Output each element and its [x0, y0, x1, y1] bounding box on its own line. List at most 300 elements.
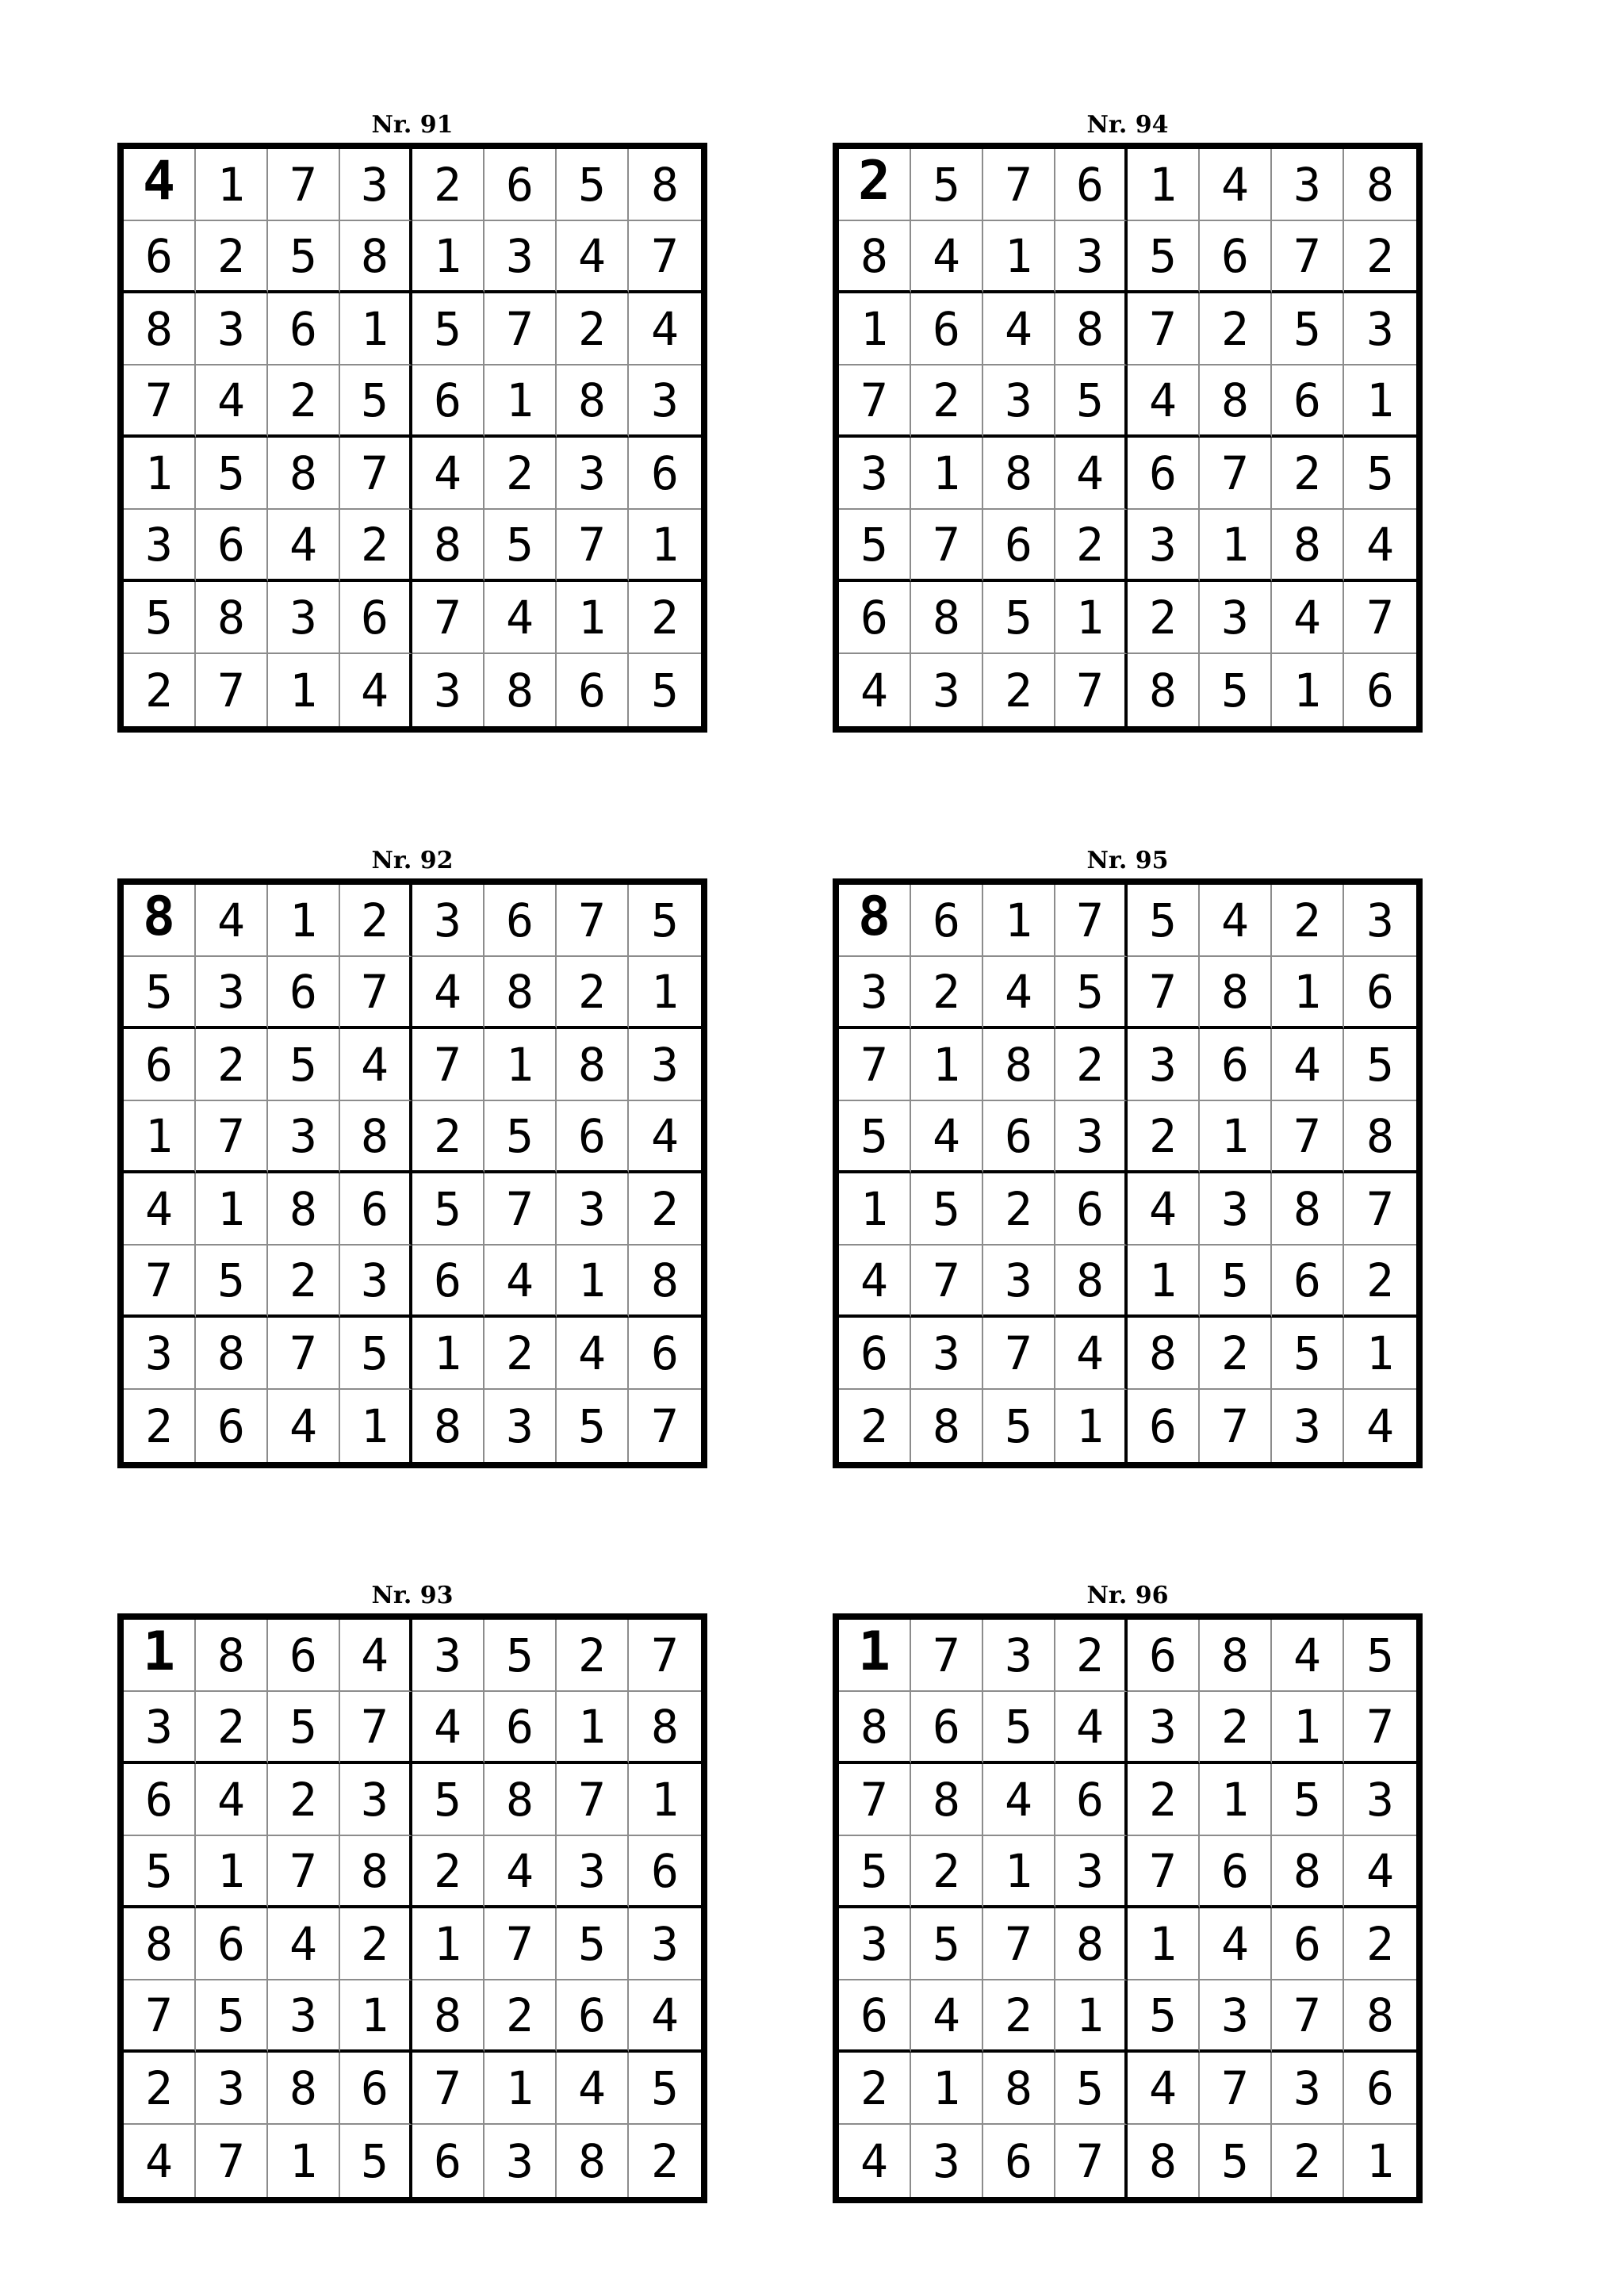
grid-cell: 8: [1055, 1908, 1128, 1980]
grid-cell: 4: [1200, 1908, 1272, 1980]
grid-cell: 7: [1200, 438, 1272, 510]
grid-cell: 4: [629, 293, 701, 365]
grid-cell: 3: [485, 1390, 557, 1462]
grid-cell: 4: [1366, 1399, 1394, 1453]
puzzle-title: Nr. 92: [371, 847, 454, 874]
grid-cell: 1: [1128, 149, 1200, 221]
grid-cell: 1: [412, 221, 485, 293]
grid-cell: 3: [412, 1620, 485, 1692]
grid-cell: 6: [268, 957, 340, 1029]
grid-cell: 7: [340, 957, 412, 1029]
grid-cell: 6: [340, 1173, 412, 1246]
grid-cell: 4: [1055, 1318, 1128, 1390]
grid-cell: 3: [268, 1101, 340, 1173]
grid-cell: 7: [557, 510, 629, 582]
grid-cell: 8: [412, 1980, 485, 2053]
grid-cell: 4: [983, 957, 1055, 1029]
grid-cell: 4: [911, 221, 983, 293]
grid-cell: 3: [340, 1246, 412, 1318]
grid-cell: 4: [1344, 510, 1416, 582]
grid-cell: 1: [911, 2053, 983, 2125]
grid-cell: 4: [1055, 1692, 1128, 1764]
grid-cell: 5: [412, 293, 485, 365]
grid-cell: 5: [196, 1980, 268, 2053]
grid-cell: 1: [983, 885, 1055, 957]
grid-cell: 3: [1200, 1173, 1272, 1246]
grid-cell: 8: [629, 1246, 701, 1318]
grid-cell: 5: [340, 1318, 412, 1390]
grid-cell: 8: [485, 654, 557, 726]
grid-cell: 4: [629, 1980, 701, 2053]
grid-cell: 2: [340, 510, 412, 582]
grid-cell: 5: [911, 1173, 983, 1246]
grid-cell: 5: [1344, 438, 1416, 510]
grid-cell: 1: [485, 1029, 557, 1101]
grid-cell: 7: [124, 365, 196, 438]
grid-cell: 8: [557, 2125, 629, 2197]
grid-cell: 8: [340, 1836, 412, 1908]
grid-cell: 6: [1344, 2053, 1416, 2125]
grid-cell: 8: [1128, 2125, 1200, 2197]
grid-cell: 6: [557, 654, 629, 726]
grid-cell: 1: [911, 1029, 983, 1101]
grid-cell: 1: [340, 293, 412, 365]
grid-cell: 4: [340, 1620, 412, 1692]
grid-cell: 7: [839, 1764, 911, 1836]
grid-cell: 6: [1055, 1764, 1128, 1836]
grid-cell: 2: [412, 1836, 485, 1908]
grid-cell: 1: [629, 957, 701, 1029]
grid-cell: 5: [557, 1908, 629, 1980]
grid-cell: 5: [911, 149, 983, 221]
grid-cell: 3: [983, 1246, 1055, 1318]
grid-cell: 2: [340, 1908, 412, 1980]
grid-cell: 3: [485, 2125, 557, 2197]
grid-cell: 3: [1344, 1764, 1416, 1836]
grid-cell: 6: [124, 221, 196, 293]
grid-cell: 4: [911, 1101, 983, 1173]
grid-cell: 5: [839, 1101, 911, 1173]
grid-cell: 2: [1344, 221, 1416, 293]
grid-cell: 8: [196, 1318, 268, 1390]
grid-cell: 1: [196, 1173, 268, 1246]
grid-cell: 7: [839, 1029, 911, 1101]
puzzle-title: Nr. 91: [371, 111, 454, 139]
grid-cell: 2: [1200, 1692, 1272, 1764]
grid-cell: 5: [1272, 1318, 1344, 1390]
grid-cell: 4: [124, 2125, 196, 2197]
grid-cell: 1: [340, 1390, 412, 1462]
grid-cell: 2: [1055, 1029, 1128, 1101]
grid-cell: 4: [1055, 438, 1128, 510]
grid-cell: 1: [1272, 957, 1344, 1029]
grid-cell: 3: [1055, 1836, 1128, 1908]
grid-cell: 6: [1272, 365, 1344, 438]
grid-cell: 1: [983, 1836, 1055, 1908]
grid-cell: 6: [1366, 663, 1394, 718]
grid-cell: 8: [1200, 957, 1272, 1029]
grid-cell: 7: [1200, 1390, 1272, 1462]
grid-cell: 2: [485, 1980, 557, 2053]
grid-cell: 4: [1128, 365, 1200, 438]
grid-cell: 5: [268, 1029, 340, 1101]
grid-cell: 6: [1200, 1836, 1272, 1908]
grid-cell: 3: [629, 365, 701, 438]
grid-cell: 5: [1128, 221, 1200, 293]
grid-cell: 5: [1055, 2053, 1128, 2125]
grid-cell: 2: [485, 438, 557, 510]
grid-cell: 1: [196, 1836, 268, 1908]
grid-cell: 5: [485, 1101, 557, 1173]
grid-cell: 6: [268, 293, 340, 365]
grid-cell: 3: [557, 438, 629, 510]
grid-cell: 8: [1128, 654, 1200, 726]
sudoku-grid: [117, 1613, 707, 2203]
grid-cell: 2: [629, 582, 701, 654]
grid-cell: 7: [340, 1692, 412, 1764]
grid-cell: 6: [196, 510, 268, 582]
grid-cell: 1: [1200, 1101, 1272, 1173]
grid-cell: 4: [911, 1980, 983, 2053]
grid-cell: 7: [124, 1246, 196, 1318]
grid-cell: 5: [983, 582, 1055, 654]
grid-cell: 1: [839, 1620, 911, 1692]
grid-cell: 2: [124, 2053, 196, 2125]
grid-cell: 6: [412, 1246, 485, 1318]
grid-cell: 8: [629, 1692, 701, 1764]
grid-cell: 1: [485, 2053, 557, 2125]
grid-cell: 1: [196, 149, 268, 221]
grid-cell: 1: [839, 293, 911, 365]
grid-cell: 5: [557, 149, 629, 221]
grid-cell: 6: [1128, 1620, 1200, 1692]
grid-cell: 5: [124, 1836, 196, 1908]
grid-cell: 8: [196, 1620, 268, 1692]
grid-cell: 3: [124, 510, 196, 582]
grid-cell: 5: [1055, 365, 1128, 438]
sudoku-grid: [833, 1613, 1423, 2203]
grid-cell: 2: [839, 1390, 911, 1462]
grid-cell: 2: [557, 293, 629, 365]
grid-cell: 4: [124, 149, 196, 221]
grid-cell: 7: [412, 582, 485, 654]
grid-cell: 4: [1200, 149, 1272, 221]
grid-cell: 6: [629, 1318, 701, 1390]
grid-cell: 7: [983, 1318, 1055, 1390]
grid-cell: 1: [340, 1980, 412, 2053]
grid-cell: 7: [1344, 1173, 1416, 1246]
grid-cell: 3: [1128, 1692, 1200, 1764]
grid-cell: 5: [1272, 1764, 1344, 1836]
grid-cell: 4: [196, 365, 268, 438]
grid-cell: 7: [629, 221, 701, 293]
grid-cell: 7: [196, 2125, 268, 2197]
grid-cell: 5: [340, 2125, 412, 2197]
grid-cell: 7: [196, 654, 268, 726]
grid-cell: 8: [629, 149, 701, 221]
grid-cell: 4: [1200, 885, 1272, 957]
grid-cell: 7: [340, 438, 412, 510]
grid-cell: 2: [485, 1318, 557, 1390]
grid-cell: 8: [124, 885, 196, 957]
grid-cell: 1: [557, 1692, 629, 1764]
grid-cell: 1: [412, 1318, 485, 1390]
grid-cell: 7: [983, 149, 1055, 221]
grid-cell: 3: [629, 1908, 701, 1980]
grid-cell: 5: [485, 1620, 557, 1692]
grid-cell: 5: [1128, 885, 1200, 957]
grid-cell: 3: [839, 438, 911, 510]
grid-cell: 6: [557, 1101, 629, 1173]
grid-cell: 2: [1272, 885, 1344, 957]
grid-cell: 2: [1272, 438, 1344, 510]
grid-cell: 2: [1200, 1318, 1272, 1390]
grid-cell: 5: [1344, 1620, 1416, 1692]
grid-cell: 6: [911, 1692, 983, 1764]
grid-cell: 2: [268, 1246, 340, 1318]
grid-cell: 2: [412, 1101, 485, 1173]
grid-cell: 4: [268, 510, 340, 582]
grid-cell: 3: [911, 2125, 983, 2197]
grid-cell: 4: [557, 2053, 629, 2125]
grid-cell: 1: [1055, 1980, 1128, 2053]
grid-cell: 6: [1055, 149, 1128, 221]
grid-cell: 6: [911, 885, 983, 957]
grid-cell: 3: [983, 1620, 1055, 1692]
grid-cell: 6: [1200, 1029, 1272, 1101]
grid-cell: 2: [983, 654, 1055, 726]
grid-cell: 8: [485, 957, 557, 1029]
grid-cell: 5: [196, 438, 268, 510]
grid-cell: 3: [1055, 221, 1128, 293]
grid-cell: 6: [1128, 1390, 1200, 1462]
grid-cell: 3: [1128, 510, 1200, 582]
grid-cell: 2: [557, 957, 629, 1029]
grid-cell: 6: [196, 1390, 268, 1462]
grid-cell: 8: [1200, 365, 1272, 438]
grid-cell: 4: [340, 1029, 412, 1101]
grid-cell: 4: [557, 1318, 629, 1390]
grid-cell: 1: [1200, 510, 1272, 582]
grid-cell: 7: [1128, 293, 1200, 365]
grid-cell: 8: [1344, 1101, 1416, 1173]
grid-cell: 5: [1272, 293, 1344, 365]
grid-cell: 7: [268, 1318, 340, 1390]
grid-cell: 8: [911, 1390, 983, 1462]
grid-cell: 3: [1272, 149, 1344, 221]
puzzle-title: Nr. 95: [1086, 847, 1169, 874]
grid-cell: 6: [485, 149, 557, 221]
grid-cell: 6: [340, 582, 412, 654]
grid-cell: 3: [983, 365, 1055, 438]
grid-cell: 8: [268, 438, 340, 510]
grid-cell: 6: [983, 1101, 1055, 1173]
grid-cell: 4: [124, 1173, 196, 1246]
grid-cell: 4: [268, 1908, 340, 1980]
grid-cell: 6: [839, 1318, 911, 1390]
grid-cell: 8: [1128, 1318, 1200, 1390]
grid-cell: 4: [196, 1764, 268, 1836]
grid-cell: 2: [196, 1692, 268, 1764]
grid-cell: 1: [1272, 654, 1344, 726]
grid-cell: 4: [340, 654, 412, 726]
grid-cell: 8: [340, 221, 412, 293]
grid-cell: 5: [911, 1908, 983, 1980]
grid-cell: 7: [911, 510, 983, 582]
grid-cell: 5: [1200, 2125, 1272, 2197]
grid-cell: 5: [839, 1836, 911, 1908]
grid-cell: 1: [1128, 1908, 1200, 1980]
grid-cell: 8: [911, 582, 983, 654]
grid-cell: 6: [1272, 1908, 1344, 1980]
grid-cell: 7: [485, 1908, 557, 1980]
grid-cell: 1: [911, 438, 983, 510]
grid-cell: 4: [983, 1764, 1055, 1836]
grid-cell: 7: [268, 149, 340, 221]
grid-cell: 8: [983, 2053, 1055, 2125]
grid-cell: 8: [983, 1029, 1055, 1101]
grid-cell: 7: [1128, 957, 1200, 1029]
grid-cell: 2: [1344, 1908, 1416, 1980]
grid-cell: 4: [412, 957, 485, 1029]
grid-cell: 5: [412, 1764, 485, 1836]
grid-cell: 2: [911, 1836, 983, 1908]
grid-cell: 8: [196, 582, 268, 654]
grid-cell: 1: [412, 1908, 485, 1980]
grid-cell: 1: [124, 1101, 196, 1173]
grid-cell: 4: [268, 1390, 340, 1462]
grid-cell: 6: [983, 2125, 1055, 2197]
grid-cell: 8: [1200, 1620, 1272, 1692]
grid-cell: 2: [651, 2133, 679, 2188]
grid-cell: 4: [1272, 1029, 1344, 1101]
grid-cell: 6: [124, 1029, 196, 1101]
grid-cell: 1: [839, 1173, 911, 1246]
grid-cell: 7: [124, 1980, 196, 2053]
sudoku-grid: [833, 143, 1423, 733]
grid-cell: 8: [1055, 293, 1128, 365]
grid-cell: 4: [485, 582, 557, 654]
grid-cell: 6: [839, 582, 911, 654]
grid-cell: 7: [1344, 582, 1416, 654]
grid-cell: 1: [1055, 582, 1128, 654]
grid-cell: 3: [557, 1836, 629, 1908]
grid-cell: 3: [1200, 582, 1272, 654]
grid-cell: 2: [196, 221, 268, 293]
grid-cell: 2: [1128, 1764, 1200, 1836]
grid-cell: 7: [196, 1101, 268, 1173]
grid-cell: 1: [268, 885, 340, 957]
grid-cell: 6: [412, 2125, 485, 2197]
grid-cell: 7: [1272, 221, 1344, 293]
sudoku-grid: [117, 143, 707, 733]
grid-cell: 5: [485, 510, 557, 582]
grid-cell: 3: [340, 1764, 412, 1836]
grid-cell: 4: [485, 1246, 557, 1318]
sudoku-grid: [833, 878, 1423, 1468]
grid-cell: 7: [839, 365, 911, 438]
grid-cell: 5: [651, 663, 679, 718]
grid-cell: 8: [1344, 1980, 1416, 2053]
grid-cell: 6: [340, 2053, 412, 2125]
grid-cell: 2: [911, 957, 983, 1029]
grid-cell: 8: [1055, 1246, 1128, 1318]
grid-cell: 7: [412, 2053, 485, 2125]
grid-cell: 3: [340, 149, 412, 221]
grid-cell: 7: [1272, 1101, 1344, 1173]
grid-cell: 7: [412, 1029, 485, 1101]
grid-cell: 5: [557, 1390, 629, 1462]
grid-cell: 5: [1344, 1029, 1416, 1101]
grid-cell: 6: [629, 1836, 701, 1908]
grid-cell: 8: [839, 1692, 911, 1764]
grid-cell: 1: [629, 510, 701, 582]
grid-cell: 7: [629, 1620, 701, 1692]
grid-cell: 8: [839, 885, 911, 957]
grid-cell: 2: [839, 2053, 911, 2125]
grid-cell: 3: [124, 1692, 196, 1764]
grid-cell: 6: [1055, 1173, 1128, 1246]
grid-cell: 4: [1272, 582, 1344, 654]
grid-cell: 5: [412, 1173, 485, 1246]
grid-cell: 7: [485, 1173, 557, 1246]
grid-cell: 6: [268, 1620, 340, 1692]
grid-cell: 7: [1055, 2125, 1128, 2197]
grid-cell: 7: [1344, 1692, 1416, 1764]
grid-cell: 4: [1272, 1620, 1344, 1692]
grid-cell: 5: [340, 365, 412, 438]
grid-cell: 6: [557, 1980, 629, 2053]
grid-cell: 7: [651, 1399, 679, 1453]
grid-cell: 6: [1272, 1246, 1344, 1318]
grid-cell: 7: [557, 1764, 629, 1836]
grid-cell: 4: [839, 1246, 911, 1318]
grid-cell: 4: [412, 438, 485, 510]
grid-cell: 3: [412, 885, 485, 957]
grid-cell: 3: [268, 1980, 340, 2053]
grid-cell: 4: [1128, 1173, 1200, 1246]
grid-cell: 2: [911, 365, 983, 438]
grid-cell: 6: [839, 1980, 911, 2053]
grid-cell: 6: [485, 1692, 557, 1764]
grid-cell: 1: [485, 365, 557, 438]
grid-cell: 1: [557, 1246, 629, 1318]
puzzle-title: Nr. 94: [1086, 111, 1169, 139]
grid-cell: 2: [1055, 1620, 1128, 1692]
grid-cell: 6: [911, 293, 983, 365]
sudoku-grid: [117, 878, 707, 1468]
grid-cell: 2: [124, 1390, 196, 1462]
grid-cell: 8: [124, 293, 196, 365]
grid-cell: 1: [1200, 1764, 1272, 1836]
grid-cell: 5: [1200, 1246, 1272, 1318]
grid-cell: 7: [911, 1246, 983, 1318]
grid-cell: 7: [1055, 654, 1128, 726]
grid-cell: 4: [485, 1836, 557, 1908]
grid-cell: 3: [485, 221, 557, 293]
grid-cell: 5: [124, 957, 196, 1029]
grid-cell: 1: [1344, 365, 1416, 438]
grid-cell: 8: [557, 365, 629, 438]
grid-cell: 1: [1272, 1692, 1344, 1764]
grid-cell: 2: [557, 1620, 629, 1692]
grid-cell: 7: [911, 1620, 983, 1692]
grid-cell: 2: [1128, 582, 1200, 654]
grid-cell: 1: [1344, 1318, 1416, 1390]
grid-cell: 2: [983, 1980, 1055, 2053]
grid-cell: 3: [629, 1029, 701, 1101]
grid-cell: 2: [124, 654, 196, 726]
